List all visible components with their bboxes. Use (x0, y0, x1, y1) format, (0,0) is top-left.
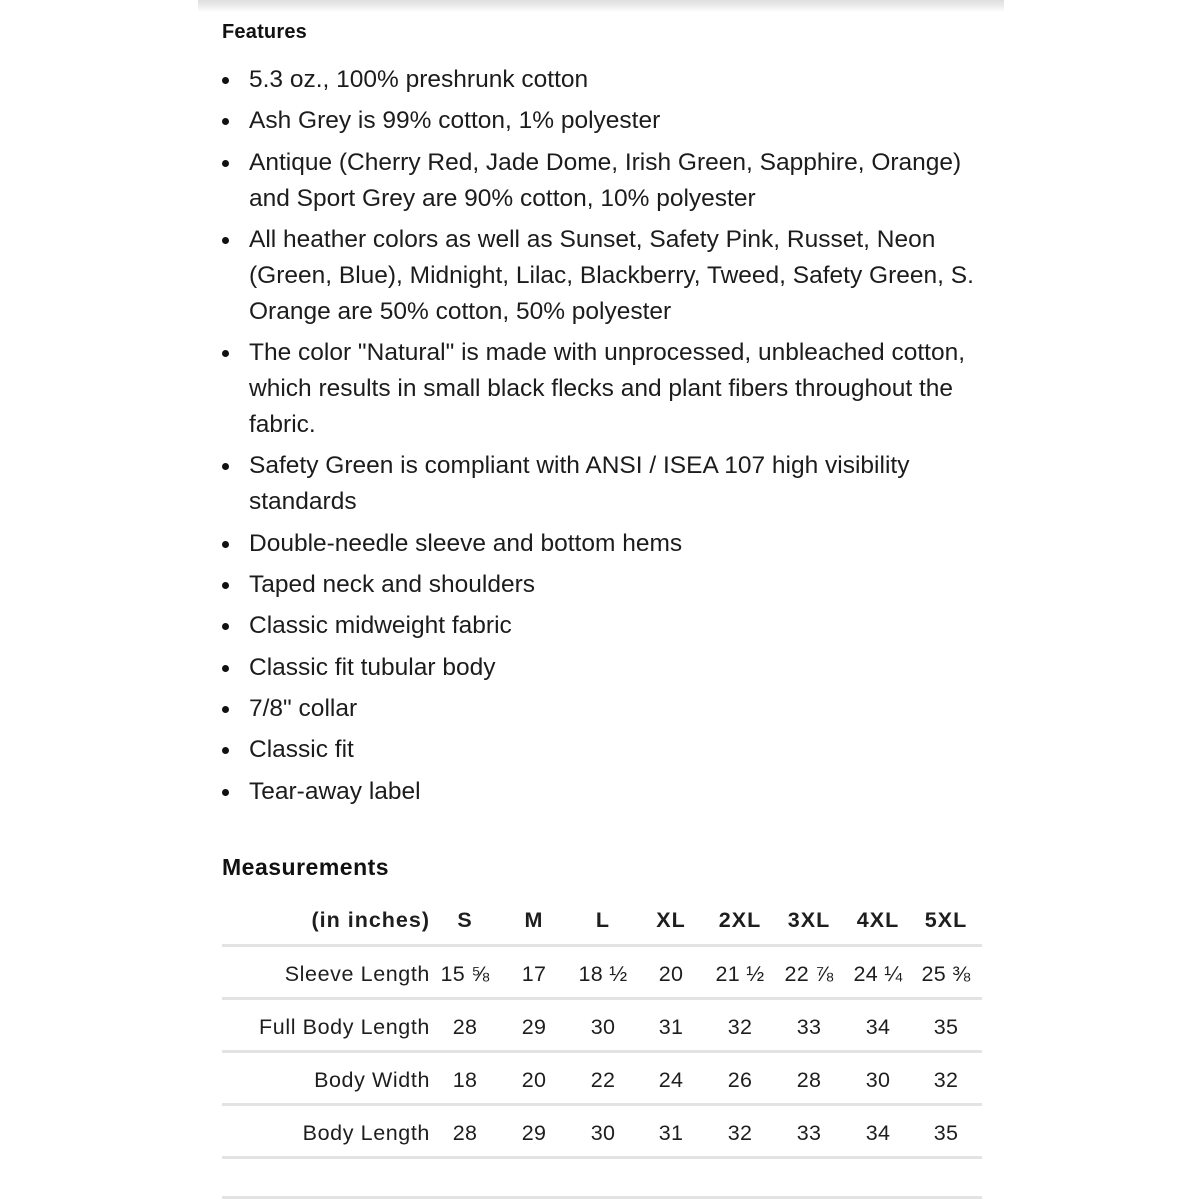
features-list (222, 62, 992, 815)
bullet-icon (222, 350, 229, 357)
size-header: L (595, 908, 611, 932)
bullet-icon (222, 463, 229, 470)
size-header: XL (656, 908, 686, 932)
measurements-heading: Measurements (222, 854, 390, 880)
size-chart-table (222, 893, 982, 1199)
bullet-icon (222, 77, 229, 84)
bullet-icon (222, 623, 229, 630)
feature-item: Tear-away label (222, 774, 992, 810)
table-cell: 30 (590, 1121, 616, 1145)
table-cell: 33 (796, 1015, 822, 1039)
table-cell: 33 (796, 1121, 822, 1145)
bullet-icon (222, 582, 229, 589)
features-heading: Features (222, 21, 307, 43)
table-row (222, 1000, 982, 1053)
table-cell: 20 (658, 962, 684, 986)
bullet-icon (222, 237, 229, 244)
size-header: M (524, 908, 544, 932)
top-divider-bar (198, 0, 1004, 12)
table-cell: 31 (658, 1121, 684, 1145)
table-cell: 34 (865, 1015, 891, 1039)
feature-item: Double-needle sleeve and bottom hems (222, 526, 992, 562)
table-row (222, 1106, 982, 1159)
table-cell: 29 (521, 1015, 547, 1039)
bullet-icon (222, 118, 229, 125)
table-cell: 24 ¼ (853, 962, 903, 986)
row-label: Body Length (302, 1121, 430, 1145)
feature-item: 7/8" collar (222, 691, 992, 727)
table-row (222, 947, 982, 1000)
table-cell: 25 ⅜ (921, 962, 971, 986)
unit-label: (in inches) (311, 908, 430, 932)
row-label: Body Width (314, 1068, 430, 1092)
feature-item: Classic fit tubular body (222, 650, 992, 686)
table-cell: 21 ½ (715, 962, 765, 986)
table-cell: 17 (521, 962, 547, 986)
table-cell: 26 (727, 1068, 753, 1092)
bullet-icon (222, 747, 229, 754)
table-cell: 22 ⅞ (784, 962, 834, 986)
table-cell: 32 (727, 1015, 753, 1039)
table-cell: 24 (658, 1068, 684, 1092)
table-cell: 32 (933, 1068, 959, 1092)
feature-item: 5.3 oz., 100% preshrunk cotton (222, 62, 992, 98)
table-footer-divider (222, 1159, 982, 1199)
bullet-icon (222, 541, 229, 548)
feature-item: All heather colors as well as Sunset, Safety Pink, Russet, Neon (Green, Blue), Midnight, Lilac, Blackberry, Tweed, Safety Green, S. Orange are 50% cotton, 50% polyester (222, 222, 992, 330)
bullet-icon (222, 160, 229, 167)
table-row (222, 1053, 982, 1106)
table-cell: 30 (865, 1068, 891, 1092)
size-header: S (457, 908, 473, 932)
table-cell: 18 (452, 1068, 478, 1092)
feature-item: Antique (Cherry Red, Jade Dome, Irish Green, Sapphire, Orange) and Sport Grey are 90% cotton, 10% polyester (222, 145, 992, 217)
bullet-icon (222, 665, 229, 672)
feature-item: Taped neck and shoulders (222, 567, 992, 603)
product-details-page (198, 0, 1004, 1200)
table-cell: 20 (521, 1068, 547, 1092)
table-cell: 18 ½ (578, 962, 628, 986)
table-cell: 31 (658, 1015, 684, 1039)
size-header: 5XL (924, 908, 968, 932)
table-cell: 34 (865, 1121, 891, 1145)
table-cell: 32 (727, 1121, 753, 1145)
table-cell: 35 (933, 1015, 959, 1039)
size-header: 4XL (856, 908, 900, 932)
feature-item: Safety Green is compliant with ANSI / ISEA 107 high visibility standards (222, 448, 992, 520)
table-cell: 30 (590, 1015, 616, 1039)
size-header: 2XL (718, 908, 762, 932)
table-cell: 29 (521, 1121, 547, 1145)
table-cell: 35 (933, 1121, 959, 1145)
feature-item: Ash Grey is 99% cotton, 1% polyester (222, 103, 992, 139)
row-label: Full Body Length (259, 1015, 430, 1039)
feature-item: Classic midweight fabric (222, 608, 992, 644)
table-cell: 22 (590, 1068, 616, 1092)
table-cell: 28 (452, 1015, 478, 1039)
table-cell: 28 (796, 1068, 822, 1092)
bullet-icon (222, 706, 229, 713)
row-label: Sleeve Length (284, 962, 430, 986)
table-cell: 28 (452, 1121, 478, 1145)
feature-item: Classic fit (222, 732, 992, 768)
table-header-row (222, 893, 982, 947)
table-cell: 15 ⅝ (440, 962, 490, 986)
bullet-icon (222, 789, 229, 796)
size-header: 3XL (787, 908, 831, 932)
feature-item: The color "Natural" is made with unprocessed, unbleached cotton, which results in small black flecks and plant fibers throughout the fabric. (222, 335, 992, 443)
